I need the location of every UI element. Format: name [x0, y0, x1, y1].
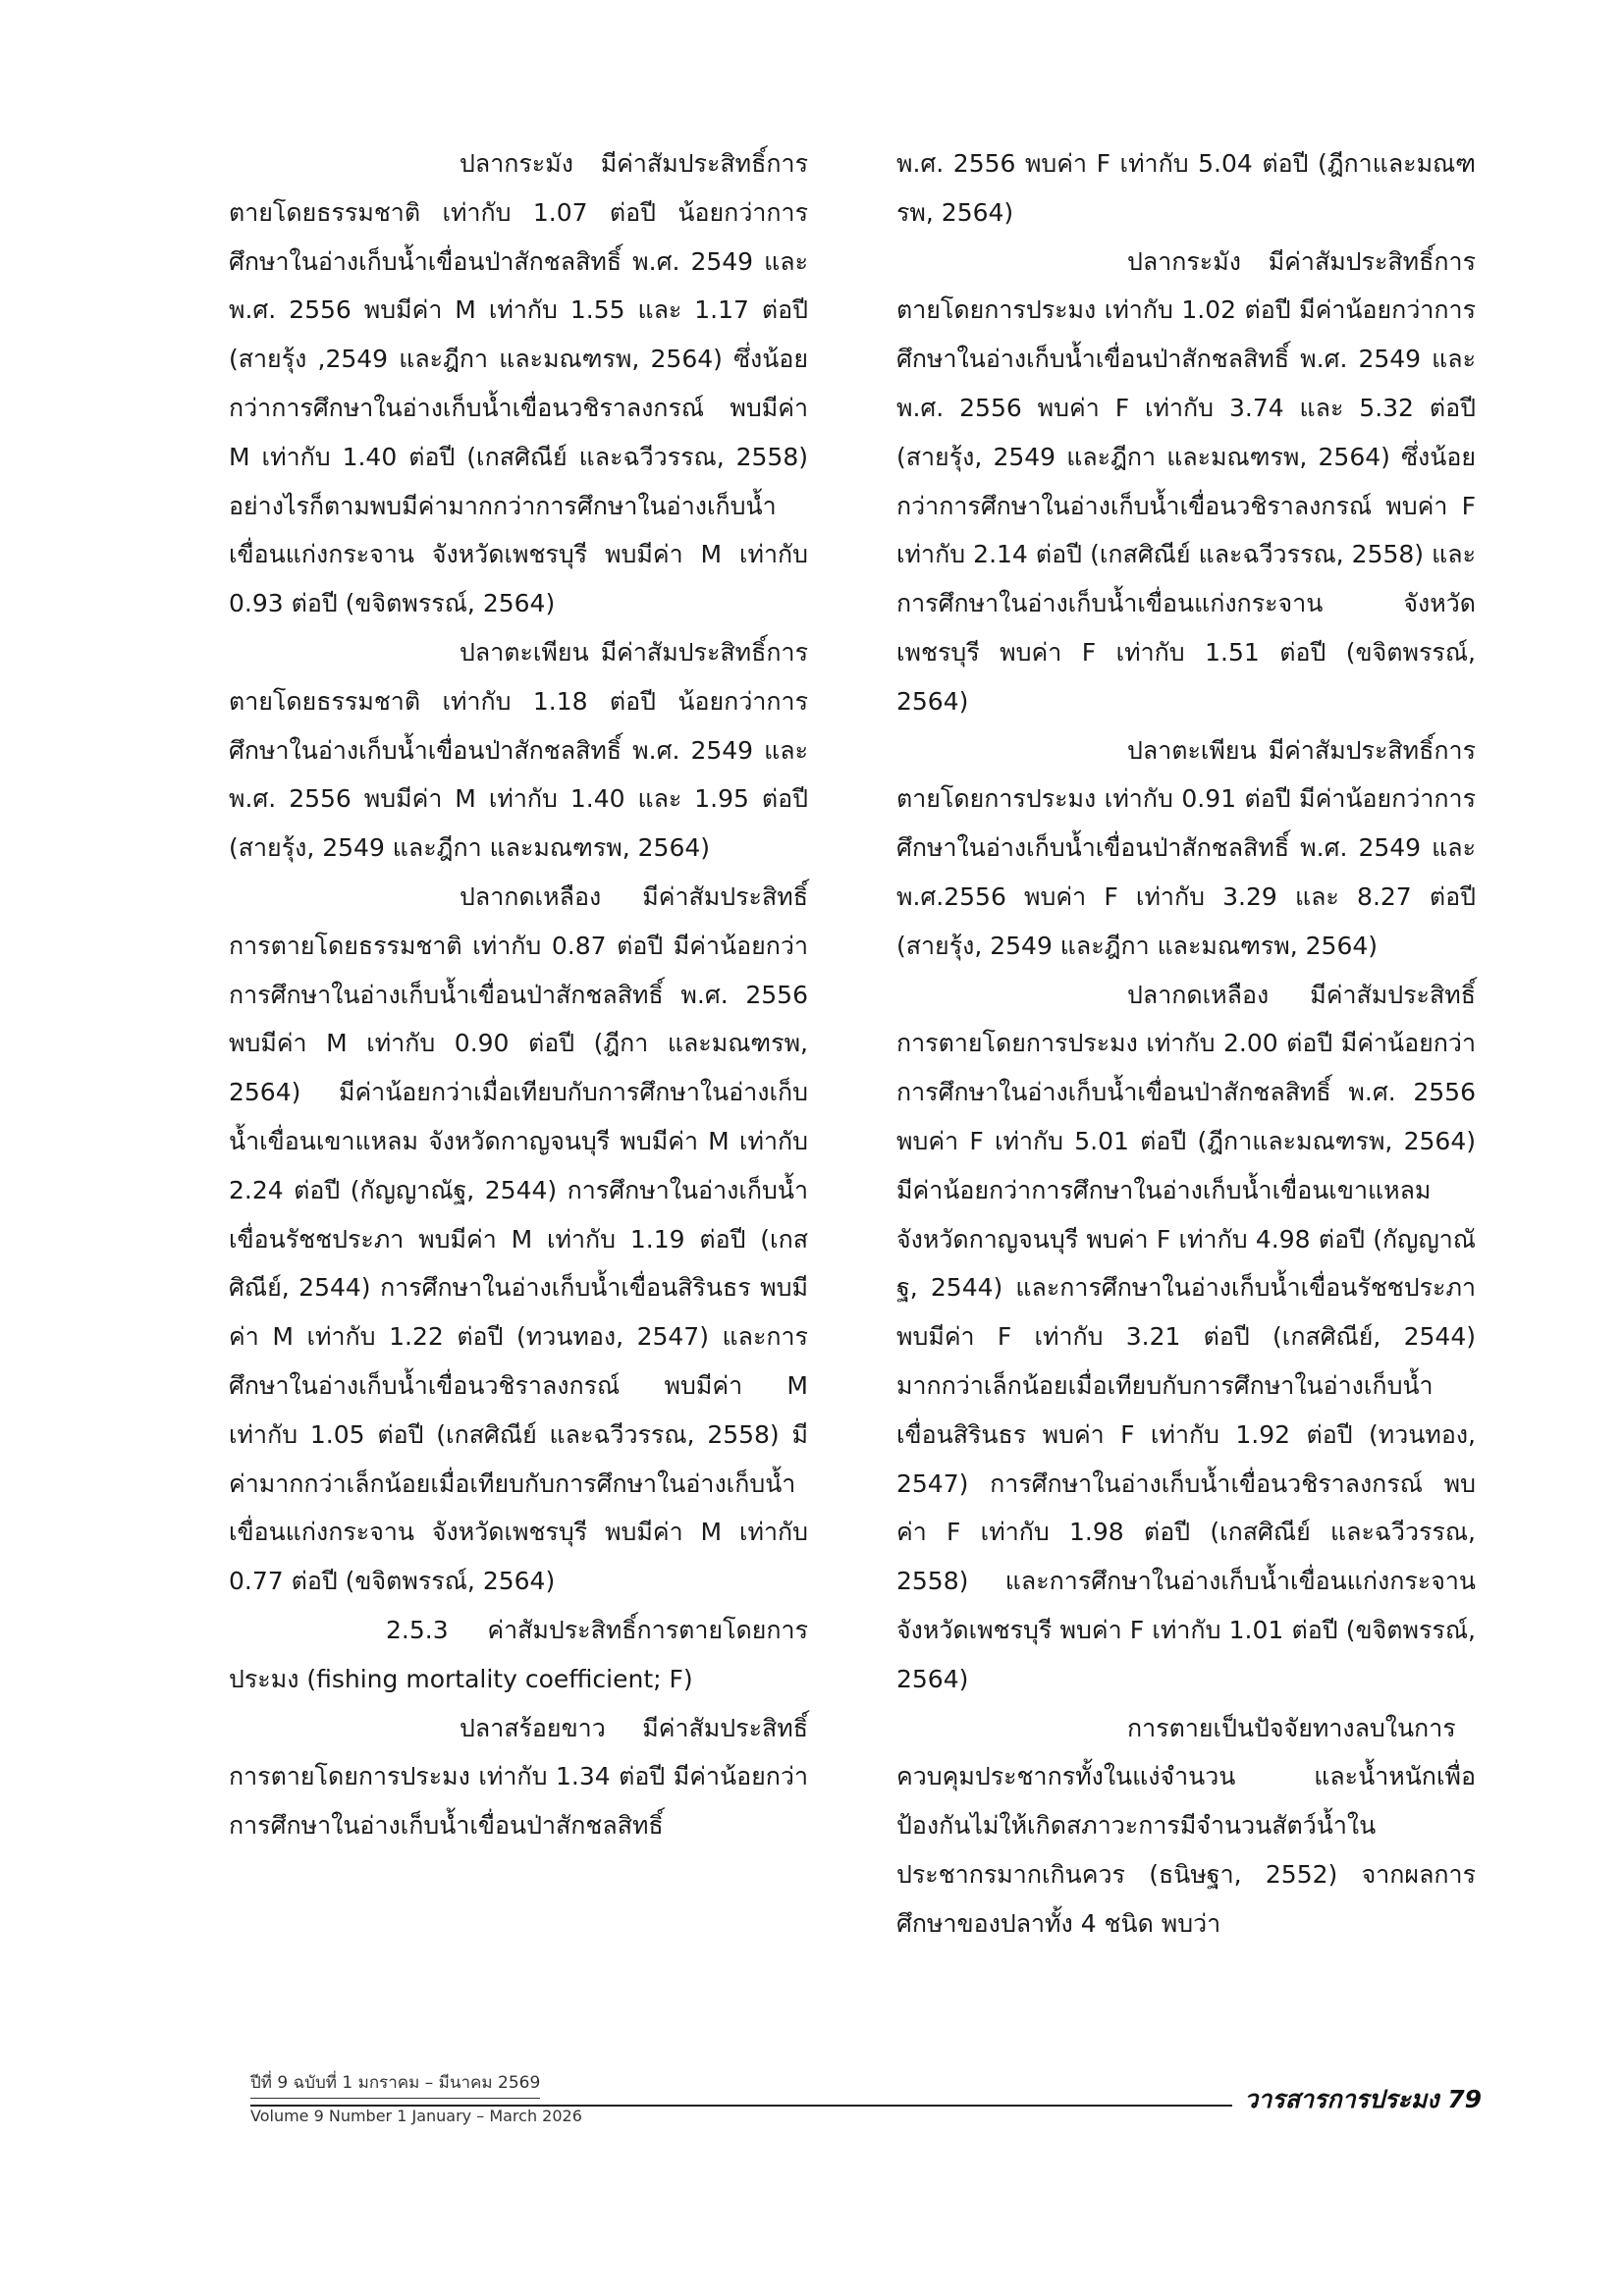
paragraph: ปลากระมัง มีค่าสัมประสิทธิ์การตายโดยธรรมชาติ เท่ากับ 1.07 ต่อปี น้อยกว่าการศึกษาในอ่างเก็บน้ำเขื่อนป่าสักชลสิทธิ์ พ.ศ. 2549 และ พ.ศ. 2556 พบมีค่า M เท่ากับ 1.55 และ 1.17 ต่อปี (สายรุ้ง ,2549 และฎีกา และมณฑรพ, 2564) ซึ่งน้อยกว่าการศึกษาในอ่างเก็บน้ำเขื่อนวชิราลงกรณ์ พบมีค่า M เท่ากับ 1.40 ต่อปี (เกสศิณีย์ และฉวีวรรณ, 2558) อย่างไรก็ตามพบมีค่ามากกว่าการศึกษาในอ่างเก็บน้ำเขื่อนแก่งกระจาน จังหวัดเพชรบุรี พบมีค่า M เท่ากับ 0.93 ต่อปี (ขจิตพรรณ์, 2564)	[229, 149, 808, 618]
paragraph: ปลาตะเพียน มีค่าสัมประสิทธิ์การตายโดยการประมง เท่ากับ 0.91 ต่อปี มีค่าน้อยกว่าการศึกษาในอ่างเก็บน้ำเขื่อนป่าสักชลสิทธิ์ พ.ศ. 2549 และ พ.ศ.2556 พบค่า F เท่ากับ 3.29 และ 8.27 ต่อปี (สายรุ้ง, 2549 และฎีกา และมณฑรพ, 2564)	[896, 735, 1476, 960]
paragraph: ปลากดเหลือง มีค่าสัมประสิทธิ์การตายโดยการประมง เท่ากับ 2.00 ต่อปี มีค่าน้อยกว่าการศึกษาในอ่างเก็บน้ำเขื่อนป่าสักชลสิทธิ์ พ.ศ. 2556 พบค่า F เท่ากับ 5.01 ต่อปี (ฎีกาและมณฑรพ, 2564) มีค่าน้อยกว่าการศึกษาในอ่างเก็บน้ำเขื่อนเขาแหลม จังหวัดกาญจนบุรี พบค่า F เท่ากับ 4.98 ต่อปี (กัญญาณัฐ, 2544) และการศึกษาในอ่างเก็บน้ำเขื่อนรัชชประภา พบมีค่า F เท่ากับ 3.21 ต่อปี (เกสศิณีย์, 2544) มากกว่าเล็กน้อยเมื่อเทียบกับการศึกษาในอ่างเก็บน้ำเขื่อนสิรินธร พบค่า F เท่ากับ 1.92 ต่อปี (ทวนทอง, 2547) การศึกษาในอ่างเก็บน้ำเขื่อนวชิราลงกรณ์ พบค่า F เท่ากับ 1.98 ต่อปี (เกสศิณีย์ และฉวีวรรณ, 2558) และการศึกษาในอ่างเก็บน้ำเขื่อนแก่งกระจาน จังหวัดเพชรบุรี พบค่า F เท่ากับ 1.01 ต่อปี (ขจิตพรรณ์, 2564)	[896, 980, 1476, 1693]
left-column	[229, 139, 808, 1850]
paragraph: ปลาตะเพียน มีค่าสัมประสิทธิ์การตายโดยธรรมชาติ เท่ากับ 1.18 ต่อปี น้อยกว่าการศึกษาในอ่างเก็บน้ำเขื่อนป่าสักชลสิทธิ์ พ.ศ. 2549 และ พ.ศ. 2556 พบมีค่า M เท่ากับ 1.40 และ 1.95 ต่อปี (สายรุ้ง, 2549 และฎีกา และมณฑรพ, 2564)	[229, 637, 808, 863]
right-column	[896, 139, 1476, 1948]
paragraph: ปลาสร้อยขาว มีค่าสัมประสิทธิ์การตายโดยการประมง เท่ากับ 1.34 ต่อปี มีค่าน้อยกว่าการศึกษาในอ่างเก็บน้ำเขื่อนป่าสักชลสิทธิ์	[229, 1713, 808, 1841]
footer-issue-english: Volume 9 Number 1 January – March 2026	[250, 2107, 582, 2125]
footer-journal-page: วารสารการประมง 79	[1234, 2080, 1482, 2119]
paragraph: ปลากดเหลือง มีค่าสัมประสิทธิ์การตายโดยธรรมชาติ เท่ากับ 0.87 ต่อปี มีค่าน้อยกว่าการศึกษาในอ่างเก็บน้ำเขื่อนป่าสักชลสิทธิ์ พ.ศ. 2556 พบมีค่า M เท่ากับ 0.90 ต่อปี (ฎีกา และมณฑรพ, 2564) มีค่าน้อยกว่าเมื่อเทียบกับการศึกษาในอ่างเก็บน้ำเขื่อนเขาแหลม จังหวัดกาญจนบุรี พบมีค่า M เท่ากับ 2.24 ต่อปี (กัญญาณัฐ, 2544) การศึกษาในอ่างเก็บน้ำเขื่อนรัชชประภา พบมีค่า M เท่ากับ 1.19 ต่อปี (เกสศิณีย์, 2544) การศึกษาในอ่างเก็บน้ำเขื่อนสิรินธร พบมีค่า M เท่ากับ 1.22 ต่อปี (ทวนทอง, 2547) และการศึกษาในอ่างเก็บน้ำเขื่อนวชิราลงกรณ์ พบมีค่า M เท่ากับ 1.05 ต่อปี (เกสศิณีย์ และฉวีวรรณ, 2558) มีค่ามากกว่าเล็กน้อยเมื่อเทียบกับการศึกษาในอ่างเก็บน้ำเขื่อนแก่งกระจาน จังหวัดเพชรบุรี พบมีค่า M เท่ากับ 0.77 ต่อปี (ขจิตพรรณ์, 2564)	[229, 881, 808, 1596]
footer-issue	[250, 2069, 582, 2125]
footer-issue-thai: ปีที่ 9 ฉบับที่ 1 มกราคม – มีนาคม 2569	[250, 2069, 540, 2099]
paragraph: ปลากระมัง มีค่าสัมประสิทธิ์การตายโดยการประมง เท่ากับ 1.02 ต่อปี มีค่าน้อยกว่าการศึกษาในอ่างเก็บน้ำเขื่อนป่าสักชลสิทธิ์ พ.ศ. 2549 และ พ.ศ. 2556 พบค่า F เท่ากับ 3.74 และ 5.32 ต่อปี (สายรุ้ง, 2549 และฎีกา และมณฑรพ, 2564) ซึ่งน้อยกว่าการศึกษาในอ่างเก็บน้ำเขื่อนวชิราลงกรณ์ พบค่า F เท่ากับ 2.14 ต่อปี (เกสศิณีย์ และฉวีวรรณ, 2558) และการศึกษาในอ่างเก็บน้ำเขื่อนแก่งกระจาน จังหวัดเพชรบุรี พบค่า F เท่ากับ 1.51 ต่อปี (ขจิตพรรณ์, 2564)	[896, 246, 1476, 716]
paragraph: การตายเป็นปัจจัยทางลบในการควบคุมประชากรทั้งในแง่จำนวน และน้ำหนักเพื่อป้องกันไม่ให้เกิดสภาวะการมีจำนวนสัตว์น้ำในประชากรมากเกินควร (ธนิษฐา, 2552) จากผลการศึกษาของปลาทั้ง 4 ชนิด พบว่า	[896, 1713, 1476, 1938]
section-heading: 2.5.3 ค่าสัมประสิทธิ์การตายโดยการประมง (fishing mortality coefficient; F)	[229, 1615, 808, 1693]
paragraph: พ.ศ. 2556 พบค่า F เท่ากับ 5.04 ต่อปี (ฎีกาและมณฑรพ, 2564)	[896, 149, 1476, 227]
